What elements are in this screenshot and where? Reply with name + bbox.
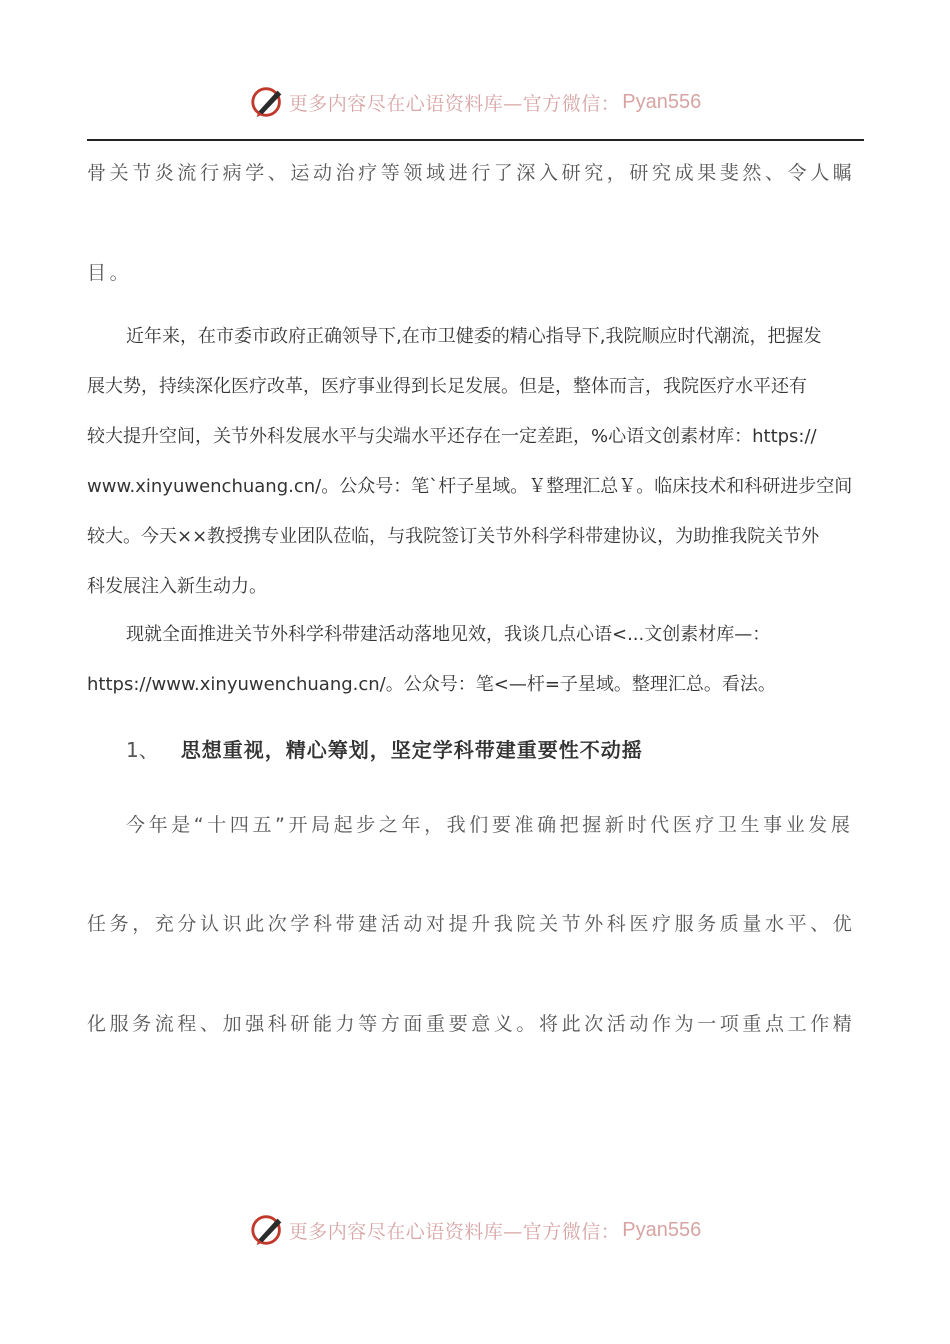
section-line: 任务，充分认识此次学科带建活动对提升我院关节外科医疗服务质量水平、优 — [87, 913, 856, 935]
banner-text: 更多内容尽在心语资料库—官方微信： — [288, 92, 621, 115]
pen-logo-icon — [249, 1211, 287, 1249]
footer-banner — [0, 1210, 950, 1250]
body-line: https://www.xinyuwenchuang.cn/。公众号：笔<—杆=子星域。整理汇总。看法。 — [87, 674, 776, 695]
body-line: 展大势，持续深化医疗改革，医疗事业得到长足发展。但是，整体而言，我院医疗水平还有 — [87, 376, 807, 397]
body-line: 目。 — [87, 262, 133, 284]
section-number: 1、 — [126, 738, 159, 762]
body-line: www.xinyuwenchuang.cn/。公众号：笔`杆子星域。￥整理汇总￥。临床技术和科研进步空间 — [87, 476, 853, 497]
header-rule — [87, 139, 864, 141]
banner-handle: Pyan556 — [622, 1218, 702, 1241]
body-line: 科发展注入新生动力。 — [87, 576, 267, 597]
section-line: 今年是“十四五”开局起步之年，我们要准确把握新时代医疗卫生事业发展 — [126, 814, 854, 836]
body-line: 近年来，在市委市政府正确领导下,在市卫健委的精心指导下,我院顺应时代潮流，把握发 — [126, 326, 822, 347]
body-line: 现就全面推进关节外科学科带建活动落地见效，我谈几点心语<...文创素材库—： — [126, 624, 771, 645]
header-banner — [0, 82, 950, 122]
banner-text: 更多内容尽在心语资料库—官方微信： — [288, 1220, 621, 1243]
body-line: 较大提升空间，关节外科发展水平与尖端水平还存在一定差距，%心语文创素材库：https:// — [87, 426, 817, 447]
pen-logo-icon — [249, 83, 287, 121]
body-line: 骨关节炎流行病学、运动治疗等领域进行了深入研究，研究成果斐然、令人瞩 — [87, 162, 856, 184]
body-line: 较大。今天××教授携专业团队莅临，与我院签订关节外科学科带建协议，为助推我院关节外 — [87, 526, 820, 547]
section-title: 思想重视，精心筹划，坚定学科带建重要性不动摇 — [180, 738, 643, 762]
banner-handle: Pyan556 — [622, 90, 702, 113]
section-line: 化服务流程、加强科研能力等方面重要意义。将此次活动作为一项重点工作精 — [87, 1013, 856, 1035]
section-heading — [126, 734, 643, 763]
